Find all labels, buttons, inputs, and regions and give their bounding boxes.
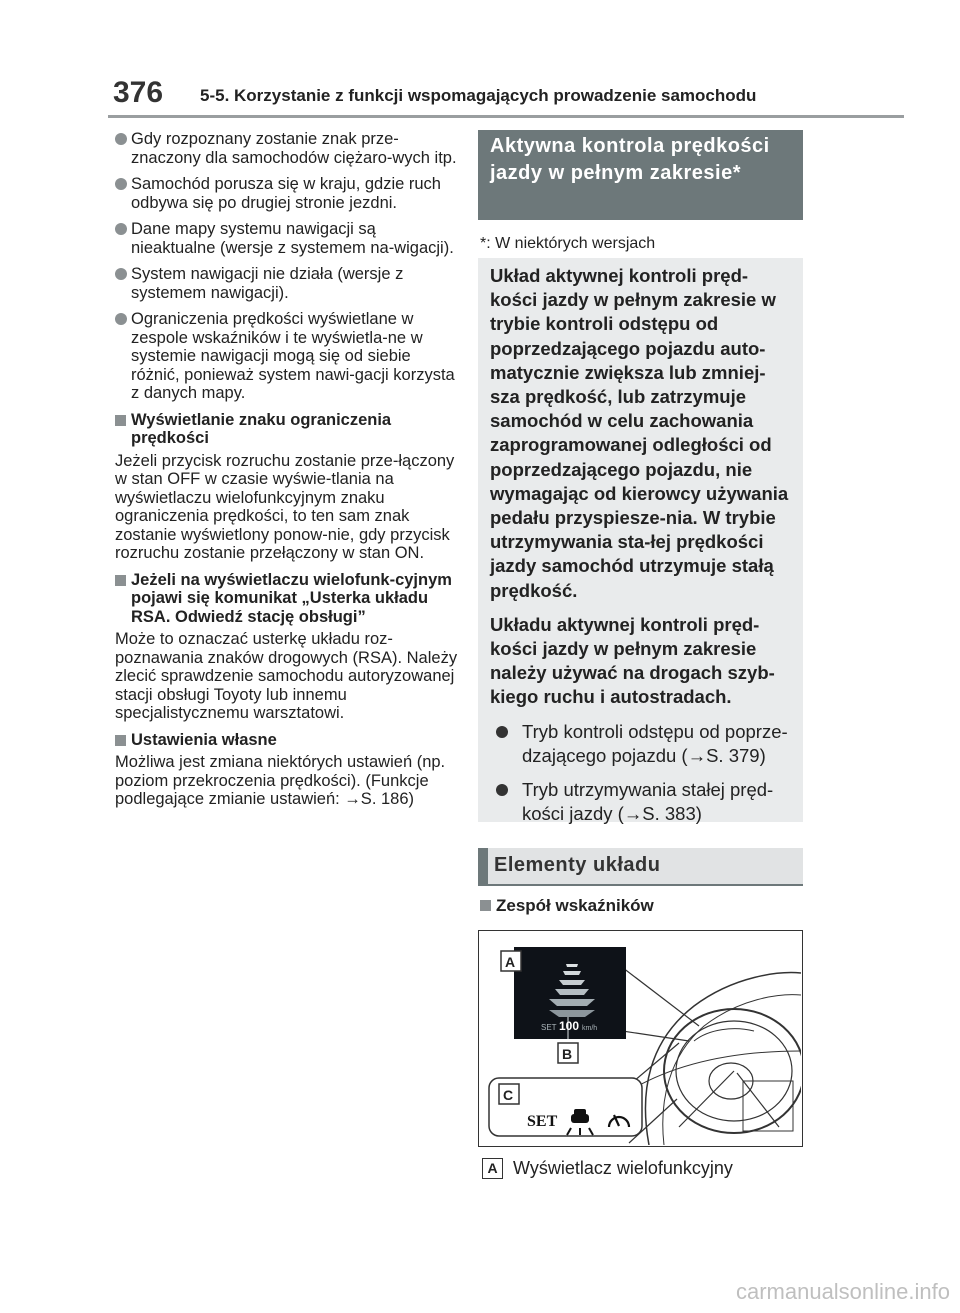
info-paragraph: Układ aktywnej kontroli pręd-kości jazdy w pełnym zakresie w trybie kontroli odstępu od poprzedzającego pojazdu auto-matycznie zwiększa lub zmniej-sza prędkość, lub zatrzymuje samochód w celu zachowania zaprogramowanej odległości od poprzedzającego pojazdu, nie wymagając od kierowcy używania pedału przyspiesze-nia. W trybie utrzymywania sta-łej prędkości jazdy samochód utrzymuje stałą prędkość. — [490, 265, 789, 601]
subheading-text: Zespół wskaźników — [496, 896, 654, 915]
subsection-body: Może to oznaczać usterkę układu roz-poznawania znaków drogowych (RSA). Należy zlecić sprawdzenie samochodu autoryzowanej stacji obsługi Toyoty lub innemu specjalistycznemu warsztatowi. — [115, 630, 458, 722]
bullet-item — [115, 310, 460, 403]
subsection-heading — [115, 571, 460, 627]
bullet-dot-icon — [115, 133, 127, 145]
square-bullet-icon — [115, 415, 126, 426]
banner-2-title: Elementy układu — [494, 854, 661, 876]
section-banner-2 — [478, 848, 803, 886]
subsection-heading — [115, 731, 460, 750]
subsection-heading-text: Wyświetlanie znaku ograniczenia prędkości — [131, 410, 392, 447]
subsection-heading — [115, 411, 460, 448]
bullet-text: Gdy rozpoznany zostanie znak prze-znaczony dla samochodów ciężaro-wych itp. — [131, 130, 457, 167]
caption — [482, 1158, 733, 1179]
bullet-text: Samochód porusza się w kraju, gdzie ruch odbywa się po drugiej stronie jezdni. — [131, 175, 441, 212]
bullet-text: Ograniczenia prędkości wyświetlane w zespole wskaźników i te wyświetla-ne w systemie nawigacji mogą się od siebie różnić, ponieważ system nawi-gacji korzysta z danych mapy. — [131, 310, 455, 402]
bullet-item — [115, 265, 460, 302]
info-bullet — [490, 778, 789, 826]
section-title: 5-5. Korzystanie z funkcji wspomagających prowadzenie samochodu — [200, 86, 757, 105]
info-paragraph: Układu aktywnej kontroli pręd-kości jazdy w pełnym zakresie należy używać na drogach szyb-kiego ruchu i autostradach. — [490, 613, 775, 708]
caption-text: Wyświetlacz wielofunkcyjny — [513, 1158, 733, 1178]
watermark: carmanualsonline.info — [735, 1279, 950, 1304]
subsection-heading-text: Ustawienia własne — [131, 730, 277, 749]
bullet-dot-icon — [496, 784, 508, 796]
header-rule — [108, 115, 904, 118]
square-bullet-icon — [115, 575, 126, 586]
square-bullet-icon — [115, 735, 126, 746]
info-box — [478, 258, 803, 825]
info-bullet-text: Tryb kontroli odstępu od poprze-dzającego pojazdu (→S. 379) — [522, 720, 788, 766]
info-bullet-text: Tryb utrzymywania stałej pręd-kości jazdy (→S. 383) — [522, 779, 774, 825]
speed-unit: km/h — [582, 1025, 598, 1032]
page-number: 376 — [113, 76, 164, 109]
figure-label-a: A — [505, 954, 516, 970]
bullet-item — [115, 175, 460, 212]
subsection-body: Jeżeli przycisk rozruchu zostanie prze-łączony w stan OFF w czasie wyświe-tlania na wyświetlaczu wielofunkcyjnym znaku ograniczenia prędkości, to ten sam znak zostanie wyświetlony ponow-nie, gdy przycisk rozruchu zostanie przełączony w stan ON. — [115, 451, 455, 562]
bullet-text: Dane mapy systemu nawigacji są nieaktualne (wersje z systemem na-wigacji). — [131, 220, 454, 257]
figure-illustration — [479, 931, 801, 1145]
figure-label-c: C — [503, 1087, 514, 1103]
bullet-dot-icon — [115, 223, 127, 235]
bullet-item — [115, 130, 460, 167]
set-indicator: SET — [527, 1113, 558, 1130]
left-column — [115, 130, 460, 817]
bullet-dot-icon — [115, 268, 127, 280]
set-label: SET — [541, 1023, 557, 1032]
bullet-dot-icon — [496, 726, 508, 738]
caption-letter: A — [482, 1158, 503, 1179]
bullet-dot-icon — [115, 313, 127, 325]
banner-stripe — [478, 848, 488, 884]
bullet-item — [115, 220, 460, 257]
bullet-text: System nawigacji nie działa (wersje z systemem nawigacji). — [131, 265, 404, 302]
subsection-body: Możliwa jest zmiana niektórych ustawień (np. poziom przekroczenia prędkości). (Funkcje podlegające zmianie ustawień: →S. 186) — [115, 753, 446, 808]
speed-value: 100 — [559, 1019, 580, 1033]
bullet-dot-icon — [115, 178, 127, 190]
square-bullet-icon — [480, 900, 491, 911]
instrument-cluster-figure — [478, 930, 803, 1147]
footnote: *: W niektórych wersjach — [480, 235, 656, 252]
figure-label-b: B — [562, 1046, 573, 1062]
info-bullet — [490, 720, 789, 768]
subheading — [480, 896, 654, 916]
section-banner: Aktywna kontrola prędkości jazdy w pełnym zakresie* — [478, 130, 803, 220]
subsection-heading-text: Jeżeli na wyświetlaczu wielofunk-cyjnym pojawi się komunikat „Usterka układu RSA. Odwiedź stację obsługi” — [131, 570, 452, 626]
